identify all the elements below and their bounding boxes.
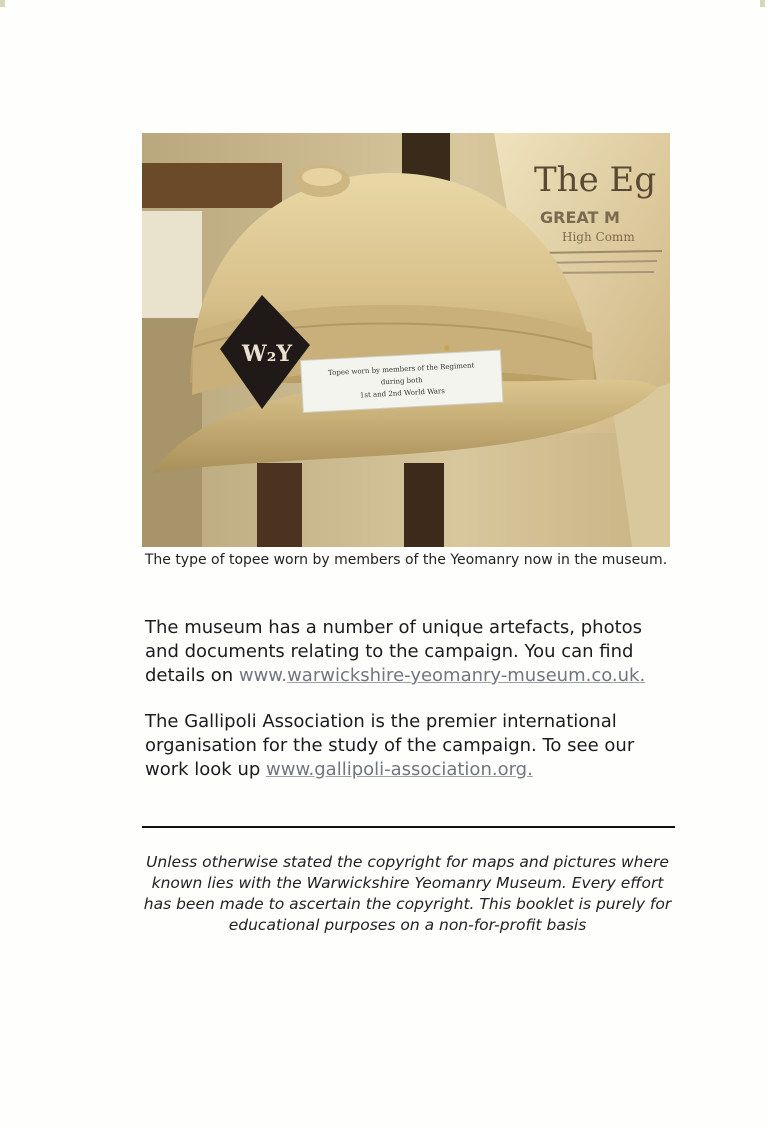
association-paragraph [145,710,675,782]
badge-text: W₂Y [242,341,293,367]
pith-helmet-photo [142,133,670,547]
newspaper-headline: GREAT M [540,208,620,227]
museum-paragraph-text: The museum has a number of unique artefacts, photos and documents relating to the campaign. You can find details on [145,617,643,686]
topee-photo [142,133,670,547]
newspaper-subhead: High Comm [562,230,635,244]
museum-website-link[interactable]: warwickshire-yeomanry-museum.co.uk. [287,665,646,686]
scan-mark [760,0,765,7]
scan-mark [0,0,5,7]
museum-paragraph [145,616,675,688]
section-divider [142,826,675,828]
copyright-notice: Unless otherwise stated the copyright for maps and pictures where known lies with the Warwickshire Yeomanry Museum. Every effort has been made to ascertain the copyright. This booklet is purely for educational purposes on a non-for-profit basis [143,853,672,934]
association-paragraph-text: The Gallipoli Association is the premier international organisation for the study of the campaign. To see our work look up [145,711,635,780]
association-website-link[interactable]: www.gallipoli-association.org. [266,759,533,780]
photo-caption: The type of topee worn by members of the Yeomanry now in the museum. [144,552,668,568]
label-line: 1st and 2nd World Wars [359,387,446,400]
museum-link-prefix[interactable]: www. [238,665,288,686]
label-line: during both [380,376,423,387]
newspaper-title: The Eg [534,160,657,200]
label-line: Topee worn by members of the Regiment [327,361,475,378]
